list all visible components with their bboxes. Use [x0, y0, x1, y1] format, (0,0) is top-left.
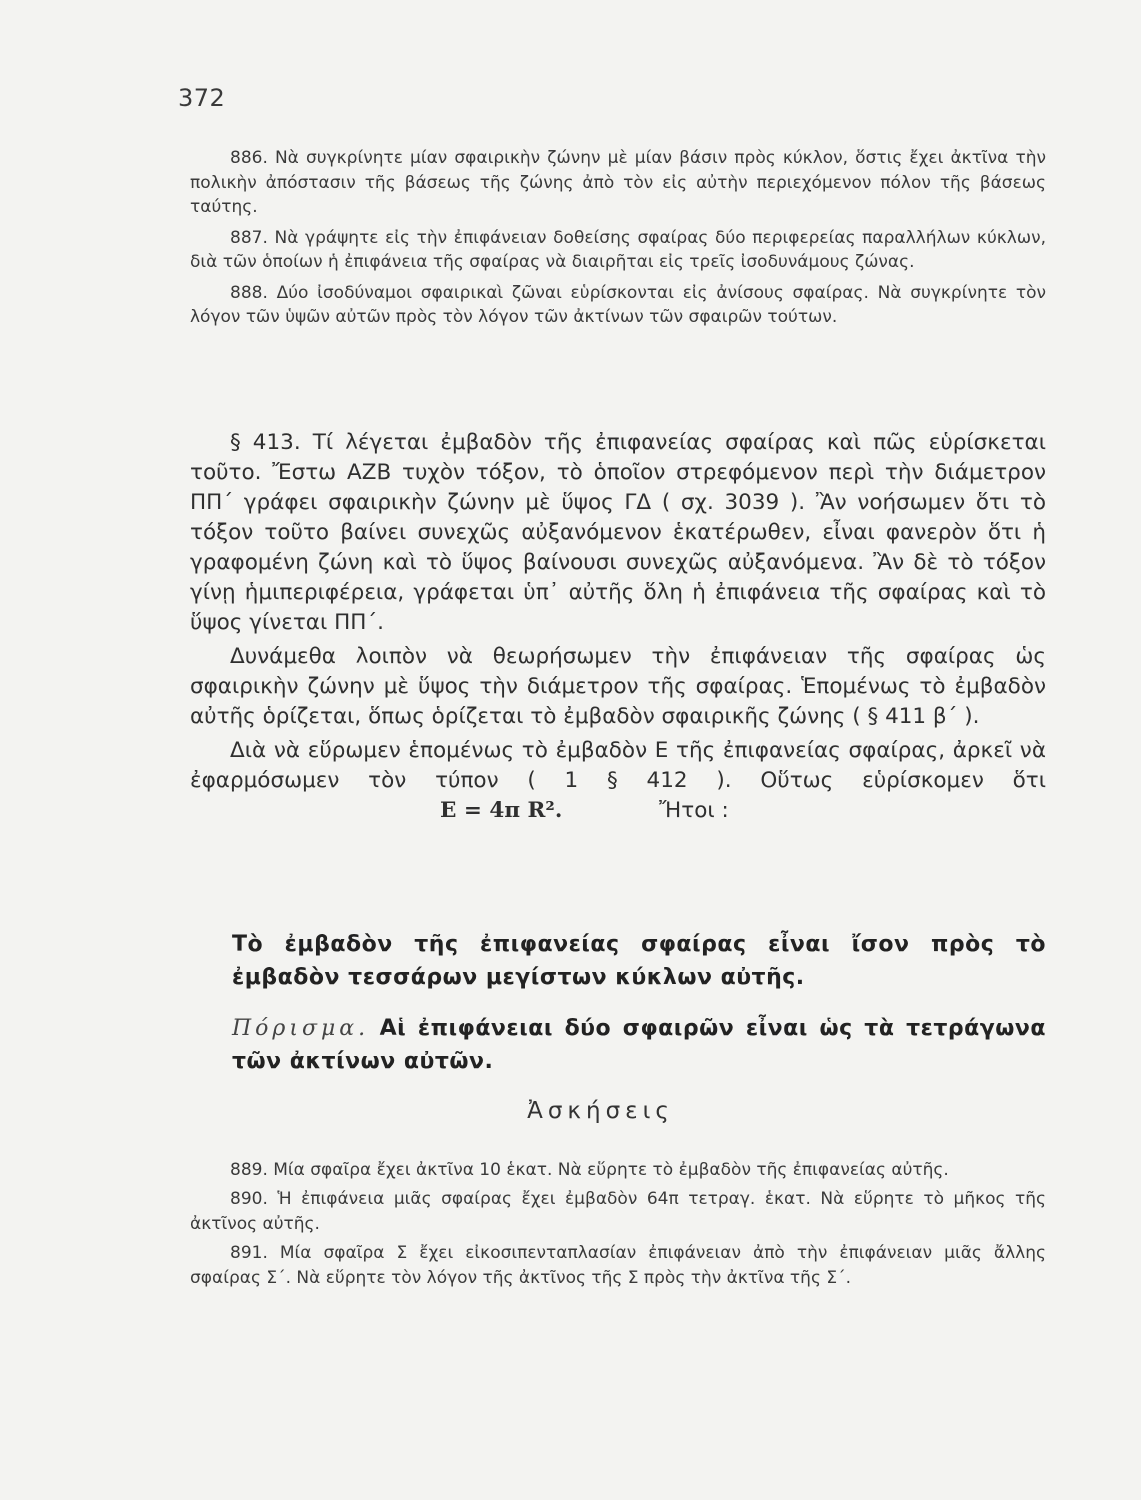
theorem-statement [232, 928, 1046, 994]
theorem-text: Τὸ ἐμβαδὸν τῆς ἐπιφανείας σφαίρας εἶναι ἴσον πρὸς τὸ ἐμβαδὸν τεσσάρων μεγίστων κύκλων αὐτῆς. [232, 932, 1046, 990]
exercise-887: 887. Νὰ γράψητε εἰς τὴν ἐπιφάνειαν δοθείσης σφαίρας δύο περιφερείας παραλλήλων κύκλων, διὰ τῶν ὁποίων ἡ ἐπιφάνεια τῆς σφαίρας νὰ διαιρῆται εἰς τρεῖς ἰσοδυνάμους ζώνας. [190, 227, 1046, 272]
section-413 [190, 428, 1046, 826]
exercise-list-top [190, 146, 1046, 330]
section-paragraph-1: § 413. Τί λέγεται ἐμβαδὸν τῆς ἐπιφανείας σφαίρας καὶ πῶς εὑρίσκεται τοῦτο. Ἔστω ΑΖΒ τυχὸν τόξον, τὸ ὁποῖον στρεφόμενον περὶ τὴν διάμετρον ΠΠ΄ γράφει σφαιρικὴν ζώνην μὲ ὕψος ΓΔ ( σχ. 3039 ). Ἂν νοήσωμεν ὅτι τὸ τόξον τοῦτο βαίνει συνεχῶς αὐξανόμενον ἑκατέρωθεν, εἶναι φανερὸν ὅτι ἡ γραφομένη ζώνη καὶ τὸ ὕψος βαίνουσι συνεχῶς αὐξανόμενα. Ἂν δὲ τὸ τόξον γίνῃ ἡμιπεριφέρεια, γράφεται ὑπ᾽ αὐτῆς ὅλη ἡ ἐπιφάνεια τῆς σφαίρας καὶ τὸ ὕψος γίνεται ΠΠ΄. [190, 430, 1046, 635]
exercise-889: 889. Μία σφαῖρα ἔχει ἀκτῖνα 10 ἑκατ. Νὰ εὕρητε τὸ ἐμβαδὸν τῆς ἐπιφανείας αὐτῆς. [230, 1160, 949, 1180]
area-formula: E = 4π R². [440, 798, 563, 823]
exercise-list-bottom [190, 1158, 1046, 1291]
page-number: 372 [178, 84, 226, 112]
section-paragraph-3 [190, 736, 1046, 826]
exercises-heading: Ἀσκήσεις [527, 1098, 674, 1124]
corollary [232, 1012, 1046, 1078]
corollary-text: Αἱ ἐπιφάνειαι δύο σφαιρῶν εἶναι ὡς τὰ τετράγωνα τῶν ἀκτίνων αὐτῶν. [232, 1016, 1046, 1074]
exercise-891: 891. Μία σφαῖρα Σ ἔχει εἰκοσιπενταπλασίαν ἐπιφάνειαν ἀπὸ τὴν ἐπιφάνειαν μιᾶς ἄλλης σφαίρας Σ΄. Νὰ εὕρητε τὸν λόγον τῆς ἀκτῖνος τῆς Σ πρὸς τὴν ἀκτῖνα τῆς Σ΄. [190, 1243, 1046, 1288]
section-paragraph-2: Δυνάμεθα λοιπὸν νὰ θεωρήσωμεν τὴν ἐπιφάνειαν τῆς σφαίρας ὡς σφαιρικὴν ζώνην μὲ ὕψος τὴν διάμετρον τῆς σφαίρας. Ἑπομένως τὸ ἐμβαδὸν αὐτῆς ὁρίζεται, ὅπως ὁρίζεται τὸ ἐμβαδὸν σφαιρικῆς ζώνης ( § 411 β΄ ). [190, 644, 1046, 729]
exercise-886: 886. Νὰ συγκρίνητε μίαν σφαιρικὴν ζώνην μὲ μίαν βάσιν πρὸς κύκλον, ὅστις ἔχει ἀκτῖνα τὴν πολικὴν ἀπόστασιν τῆς βάσεως τῆς ζώνης ἀπὸ τὸν εἰς αὐτὴν περιεχόμενον πόλον τῆς βάσεως ταύτης. [190, 148, 1046, 217]
paragraph-3-start: Διὰ νὰ εὕρωμεν ἑπομένως τὸ ἐμβαδὸν Ε τῆς ἐπιφανείας σφαίρας, ἀρκεῖ νὰ ἐφαρμόσωμεν τὸν τύπον ( 1 § 412 ). Οὕτως εὑρίσκομεν ὅτι [190, 738, 1046, 793]
exercise-890: 890. Ἡ ἐπιφάνεια μιᾶς σφαίρας ἔχει ἐμβαδὸν 64π τετραγ. ἑκατ. Νὰ εὕρητε τὸ μῆκος τῆς ἀκτῖνος αὐτῆς. [190, 1189, 1046, 1234]
exercise-888: 888. Δύο ἰσοδύναμοι σφαιρικαὶ ζῶναι εὑρίσκονται εἰς ἀνίσους σφαίρας. Νὰ συγκρίνητε τὸν λόγον τῶν ὑψῶν αὐτῶν πρὸς τὸν λόγον τῶν ἀκτίνων τῶν σφαιρῶν τούτων. [190, 282, 1046, 327]
paragraph-3-end: Ἤτοι : [659, 798, 729, 823]
corollary-label: Πόρισμα. [232, 1016, 370, 1041]
